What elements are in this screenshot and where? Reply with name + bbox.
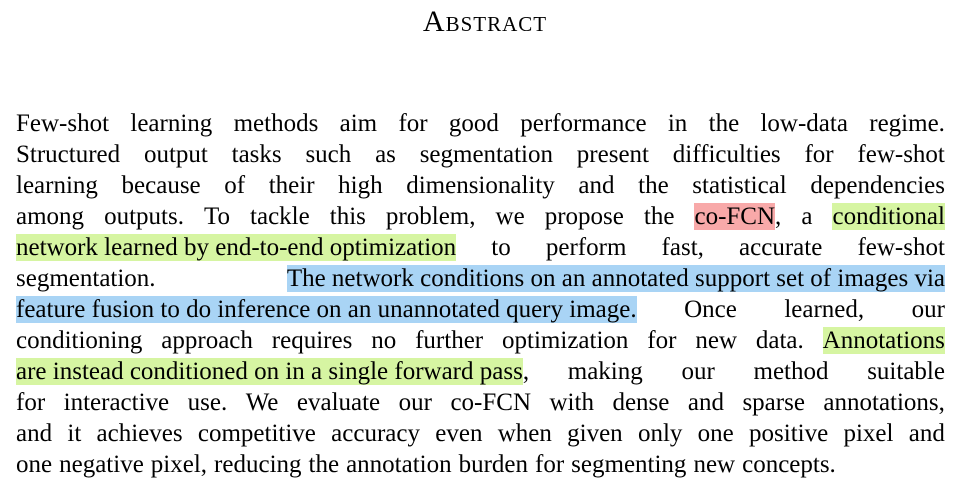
word bbox=[16, 418, 52, 449]
word bbox=[502, 325, 628, 356]
word-text: evaluate bbox=[296, 389, 381, 416]
word bbox=[330, 201, 366, 232]
word-text: requires bbox=[271, 327, 353, 354]
word-text: concepts. bbox=[742, 451, 836, 478]
word-text: our bbox=[681, 358, 715, 385]
word bbox=[144, 139, 208, 170]
word-text: perform bbox=[545, 234, 627, 261]
word bbox=[673, 139, 781, 170]
word-text: output bbox=[143, 141, 208, 168]
word-text: no bbox=[371, 327, 397, 354]
word bbox=[246, 387, 279, 418]
word-text: among bbox=[16, 203, 85, 230]
word-text: when bbox=[497, 420, 552, 447]
highlighted-phrase bbox=[287, 263, 945, 294]
word bbox=[151, 449, 207, 480]
word bbox=[340, 108, 378, 139]
word bbox=[297, 387, 380, 418]
word bbox=[496, 201, 525, 232]
word bbox=[742, 449, 836, 480]
word-text: for bbox=[647, 327, 677, 354]
word bbox=[909, 418, 945, 449]
abstract-line bbox=[16, 356, 945, 387]
abstract-line bbox=[16, 325, 945, 356]
word bbox=[638, 418, 682, 449]
word bbox=[435, 418, 482, 449]
word bbox=[16, 263, 156, 294]
word-text: data. bbox=[755, 327, 804, 354]
word-text: this bbox=[329, 203, 366, 230]
word-text: Few-shot bbox=[16, 110, 110, 137]
word bbox=[188, 387, 228, 418]
word-text: competitive bbox=[197, 420, 316, 447]
word-text: low-data bbox=[760, 110, 848, 137]
word-text: To bbox=[203, 203, 231, 230]
word bbox=[843, 418, 893, 449]
word-text: making bbox=[567, 358, 643, 385]
word-text: negative bbox=[59, 451, 144, 478]
word-text: the bbox=[308, 451, 340, 478]
highlighted-phrase bbox=[16, 294, 637, 325]
word-text: few-shot bbox=[857, 234, 945, 261]
word bbox=[756, 325, 804, 356]
word bbox=[550, 387, 594, 418]
word-text: dense bbox=[612, 389, 670, 416]
word bbox=[709, 108, 740, 139]
word bbox=[161, 325, 253, 356]
word-text: for bbox=[398, 110, 428, 137]
highlighted-phrase bbox=[16, 356, 529, 387]
word bbox=[415, 325, 483, 356]
word bbox=[754, 356, 829, 387]
word-text: for bbox=[804, 141, 834, 168]
highlighted-phrase bbox=[823, 325, 945, 356]
word-text: propose bbox=[544, 203, 624, 230]
word bbox=[571, 449, 686, 480]
word bbox=[810, 170, 945, 201]
word-text: Structured bbox=[16, 141, 121, 168]
word bbox=[567, 418, 623, 449]
word bbox=[912, 294, 945, 325]
abstract-line bbox=[16, 449, 945, 480]
word bbox=[375, 139, 396, 170]
word-text: and bbox=[908, 420, 945, 447]
word-text: regime. bbox=[869, 110, 945, 137]
word-text: fast, bbox=[661, 234, 704, 261]
word bbox=[450, 387, 531, 418]
word-text: method bbox=[753, 358, 829, 385]
abstract-line bbox=[16, 418, 945, 449]
word bbox=[16, 108, 109, 139]
word-text: such bbox=[305, 141, 352, 168]
word bbox=[16, 449, 52, 480]
word bbox=[688, 387, 724, 418]
word-text: one bbox=[16, 451, 53, 478]
word-text: new bbox=[693, 451, 736, 478]
word-text: the bbox=[708, 110, 740, 137]
word bbox=[681, 356, 714, 387]
word bbox=[16, 170, 98, 201]
word-text: of bbox=[224, 172, 246, 199]
word-text: because bbox=[121, 172, 201, 199]
word-text: one bbox=[697, 420, 734, 447]
word bbox=[578, 170, 614, 201]
word bbox=[760, 108, 847, 139]
word bbox=[398, 108, 427, 139]
word bbox=[16, 139, 120, 170]
highlight-green: Annotations bbox=[822, 327, 945, 354]
word-text: learning bbox=[16, 172, 98, 199]
word-text: the bbox=[643, 203, 675, 230]
punctuation: , bbox=[522, 358, 530, 385]
word-text: interactive bbox=[63, 389, 170, 416]
word bbox=[16, 387, 45, 418]
word-text: it bbox=[67, 420, 82, 447]
word-text: with bbox=[549, 389, 594, 416]
word-text: We bbox=[245, 389, 279, 416]
word-text: accuracy bbox=[331, 420, 420, 447]
word bbox=[857, 232, 944, 263]
word-text: to bbox=[491, 234, 511, 261]
word bbox=[309, 449, 340, 480]
abstract-line bbox=[16, 263, 945, 294]
word bbox=[234, 108, 319, 139]
word-text: only bbox=[637, 420, 683, 447]
word bbox=[867, 356, 945, 387]
word bbox=[459, 449, 528, 480]
word-text: further bbox=[415, 327, 484, 354]
word-text: and bbox=[687, 389, 724, 416]
word-text: segmentation. bbox=[16, 265, 156, 292]
word bbox=[742, 387, 804, 418]
word bbox=[97, 418, 183, 449]
word bbox=[130, 108, 212, 139]
word-text: segmentation bbox=[419, 141, 553, 168]
word-text: present bbox=[576, 141, 649, 168]
highlight-green: are instead conditioned on in a single forward pass bbox=[16, 358, 523, 385]
word bbox=[804, 139, 833, 170]
word bbox=[698, 418, 734, 449]
word bbox=[269, 170, 315, 201]
word bbox=[64, 387, 170, 418]
word-text: dependencies bbox=[810, 172, 945, 199]
word-text: annotations, bbox=[823, 389, 945, 416]
word-text: tasks bbox=[231, 141, 282, 168]
word bbox=[399, 387, 432, 418]
word bbox=[59, 449, 144, 480]
word bbox=[784, 294, 864, 325]
word bbox=[122, 170, 201, 201]
word bbox=[695, 325, 737, 356]
word-text: for bbox=[16, 389, 46, 416]
word bbox=[823, 387, 945, 418]
word-text: and bbox=[16, 420, 53, 447]
word bbox=[644, 201, 675, 232]
word bbox=[214, 449, 301, 480]
highlight-blue: The network conditions on an annotated support set of images via bbox=[286, 265, 945, 292]
word bbox=[232, 139, 282, 170]
word-text: we bbox=[495, 203, 525, 230]
word-text: sparse bbox=[742, 389, 805, 416]
word bbox=[801, 201, 812, 232]
word-text: pixel, bbox=[150, 451, 208, 478]
word-text: suitable bbox=[867, 358, 945, 385]
word bbox=[331, 418, 420, 449]
word-text: reducing bbox=[214, 451, 302, 478]
word-text: a bbox=[801, 203, 813, 230]
word-text: even bbox=[435, 420, 483, 447]
word-text: methods bbox=[233, 110, 319, 137]
word bbox=[857, 139, 944, 170]
word bbox=[546, 232, 627, 263]
word bbox=[204, 201, 230, 232]
highlighted-phrase bbox=[16, 232, 456, 263]
word bbox=[386, 201, 476, 232]
word bbox=[305, 139, 351, 170]
abstract-line bbox=[16, 294, 945, 325]
word-text: for bbox=[535, 451, 565, 478]
word bbox=[250, 201, 310, 232]
word-text: good bbox=[448, 110, 499, 137]
word-text: dimensionality bbox=[406, 172, 555, 199]
word-text: approach bbox=[161, 327, 253, 354]
word bbox=[16, 201, 84, 232]
word-text: tackle bbox=[250, 203, 310, 230]
word bbox=[869, 108, 945, 139]
section-title: Abstract bbox=[422, 5, 548, 38]
word bbox=[449, 108, 499, 139]
word bbox=[16, 325, 142, 356]
word bbox=[638, 170, 669, 201]
word-text: optimization bbox=[502, 327, 629, 354]
word-text: learning bbox=[130, 110, 213, 137]
word-text: use. bbox=[187, 389, 228, 416]
word-text: difficulties bbox=[672, 141, 781, 168]
highlighted-phrase bbox=[832, 201, 944, 232]
word-text: Once bbox=[684, 296, 737, 323]
word bbox=[568, 356, 643, 387]
word bbox=[420, 139, 553, 170]
word-text: pixel bbox=[843, 420, 894, 447]
word-text: our bbox=[911, 296, 945, 323]
word-text: few-shot bbox=[857, 141, 945, 168]
word-text: outputs. bbox=[104, 203, 184, 230]
word bbox=[224, 170, 245, 201]
word-text: segmenting bbox=[571, 451, 687, 478]
word-text: statistical bbox=[692, 172, 787, 199]
highlight-green: network learned by end-to-end optimization bbox=[16, 234, 457, 261]
word-text: burden bbox=[458, 451, 529, 478]
word-text: learned, bbox=[784, 296, 865, 323]
word-text: problem, bbox=[385, 203, 476, 230]
word-text: the bbox=[638, 172, 669, 199]
word-text: co-FCN bbox=[450, 389, 532, 416]
abstract-line bbox=[16, 139, 945, 170]
word-text: achieves bbox=[96, 420, 183, 447]
punctuation: , bbox=[775, 203, 782, 230]
abstract-line bbox=[16, 232, 945, 263]
abstract-line bbox=[16, 170, 945, 201]
word-text: new bbox=[695, 327, 737, 354]
word-text: annotation bbox=[346, 451, 452, 478]
word bbox=[491, 232, 510, 263]
highlight-blue: feature fusion to do inference on an unannotated query image. bbox=[16, 296, 637, 323]
word bbox=[647, 325, 676, 356]
abstract-line bbox=[16, 108, 945, 139]
word-text: positive bbox=[749, 420, 829, 447]
highlighted-phrase bbox=[694, 201, 781, 232]
word bbox=[67, 418, 81, 449]
word-text: as bbox=[375, 141, 396, 168]
word bbox=[692, 170, 786, 201]
word bbox=[739, 232, 822, 263]
word bbox=[577, 139, 649, 170]
word bbox=[684, 294, 737, 325]
word-text: our bbox=[398, 389, 432, 416]
word bbox=[520, 108, 646, 139]
word bbox=[338, 170, 382, 201]
word bbox=[346, 449, 452, 480]
word-text: conditioning bbox=[16, 327, 143, 354]
abstract-body bbox=[16, 108, 945, 480]
word-text: aim bbox=[339, 110, 378, 137]
word-text: high bbox=[338, 172, 383, 199]
word-text: accurate bbox=[739, 234, 823, 261]
word-text: given bbox=[567, 420, 623, 447]
abstract-line bbox=[16, 387, 945, 418]
word bbox=[498, 418, 552, 449]
word bbox=[693, 449, 735, 480]
word bbox=[612, 387, 669, 418]
word-text: performance bbox=[520, 110, 647, 137]
highlight-green: conditional bbox=[832, 203, 945, 230]
word-text: in bbox=[667, 110, 688, 137]
word bbox=[535, 449, 564, 480]
highlight-red: co-FCN bbox=[694, 203, 776, 230]
word bbox=[749, 418, 828, 449]
word bbox=[198, 418, 316, 449]
word bbox=[662, 232, 704, 263]
word-text: and bbox=[578, 172, 615, 199]
word bbox=[668, 108, 687, 139]
abstract-line bbox=[16, 201, 945, 232]
word bbox=[406, 170, 555, 201]
word bbox=[272, 325, 353, 356]
word-text: their bbox=[268, 172, 315, 199]
word bbox=[545, 201, 624, 232]
word bbox=[371, 325, 396, 356]
word bbox=[104, 201, 184, 232]
